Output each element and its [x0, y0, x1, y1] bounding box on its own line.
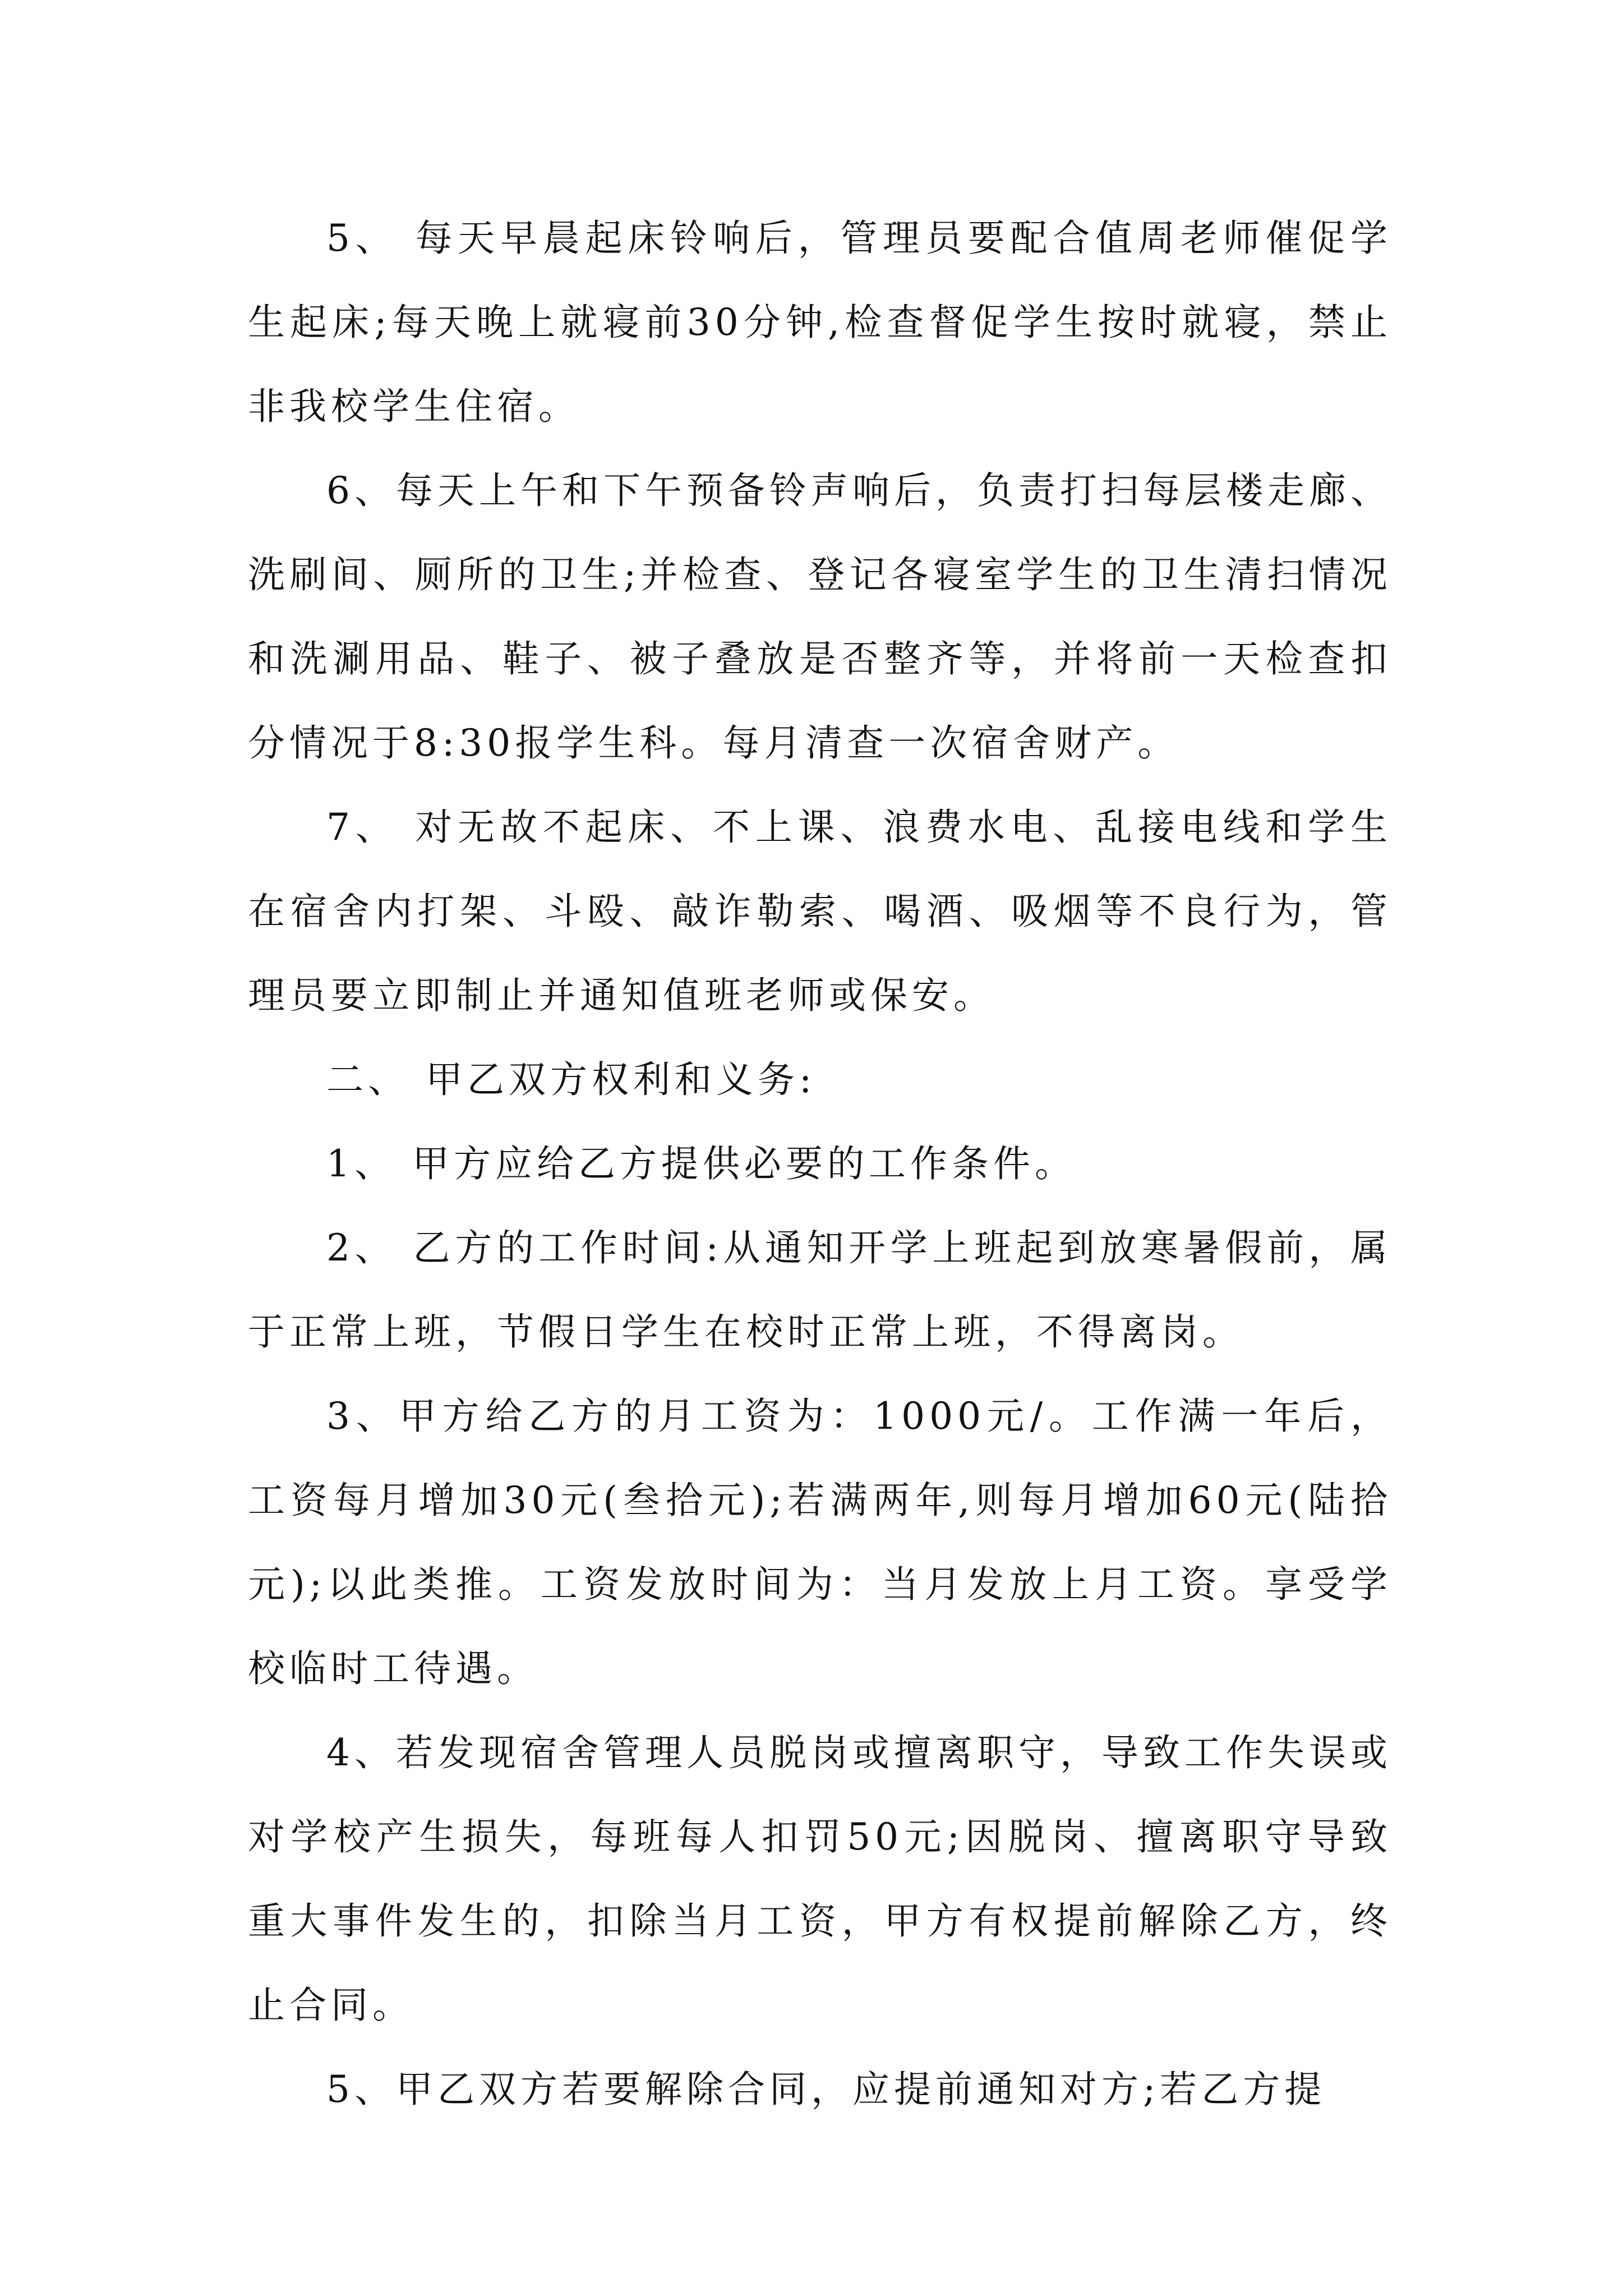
paragraph-item-3-salary: 3、甲方给乙方的月工资为：1000元/。工作满一年后，工资每月增加30元(叁拾元);若满两年,则每月增加60元(陆拾元);以此类推。工资发放时间为：当月发放上月工资。享受学校临时工待遇。: [248, 1395, 1392, 1690]
paragraph-item-4-penalty: 4、若发现宿舍管理人员脱岗或擅离职守，导致工作失误或对学校产生损失，每班每人扣罚50元;因脱岗、擅离职守导致重大事件发生的，扣除当月工资，甲方有权提前解除乙方，终止合同。: [248, 1731, 1392, 2027]
paragraph-item-7-misconduct: 7、 对无故不起床、不上课、浪费水电、乱接电线和学生在宿舍内打架、斗殴、敲诈勒索、喝酒、吸烟等不良行为，管理员要立即制止并通知值班老师或保安。: [248, 806, 1392, 1017]
paragraph-item-2-work-hours: 2、 乙方的工作时间:从通知开学上班起到放寒暑假前，属于正常上班，节假日学生在校时正常上班，不得离岗。: [248, 1226, 1392, 1354]
paragraph-item-5-wakeup-duty: 5、 每天早晨起床铃响后，管理员要配合值周老师催促学生起床;每天晚上就寝前30分钟,检查督促学生按时就寝，禁止非我校学生住宿。: [248, 217, 1392, 428]
paragraph-item-5-termination: 5、甲乙双方若要解除合同，应提前通知对方;若乙方提: [326, 2068, 1326, 2111]
paragraph-item-1-work-conditions: 1、 甲方应给乙方提供必要的工作条件。: [326, 1142, 1076, 1185]
document-body: [248, 196, 1392, 2132]
paragraph-item-6-cleaning-duty: 6、每天上午和下午预备铃声响后，负责打扫每层楼走廊、洗刷间、厕所的卫生;并检查、登记各寝室学生的卫生清扫情况和洗涮用品、鞋子、被子叠放是否整齐等，并将前一天检查扣分情况于8:30报学生科。每月清查一次宿舍财产。: [248, 469, 1392, 765]
section-heading-rights-duties: 二、 甲乙双方权利和义务:: [326, 1058, 817, 1101]
